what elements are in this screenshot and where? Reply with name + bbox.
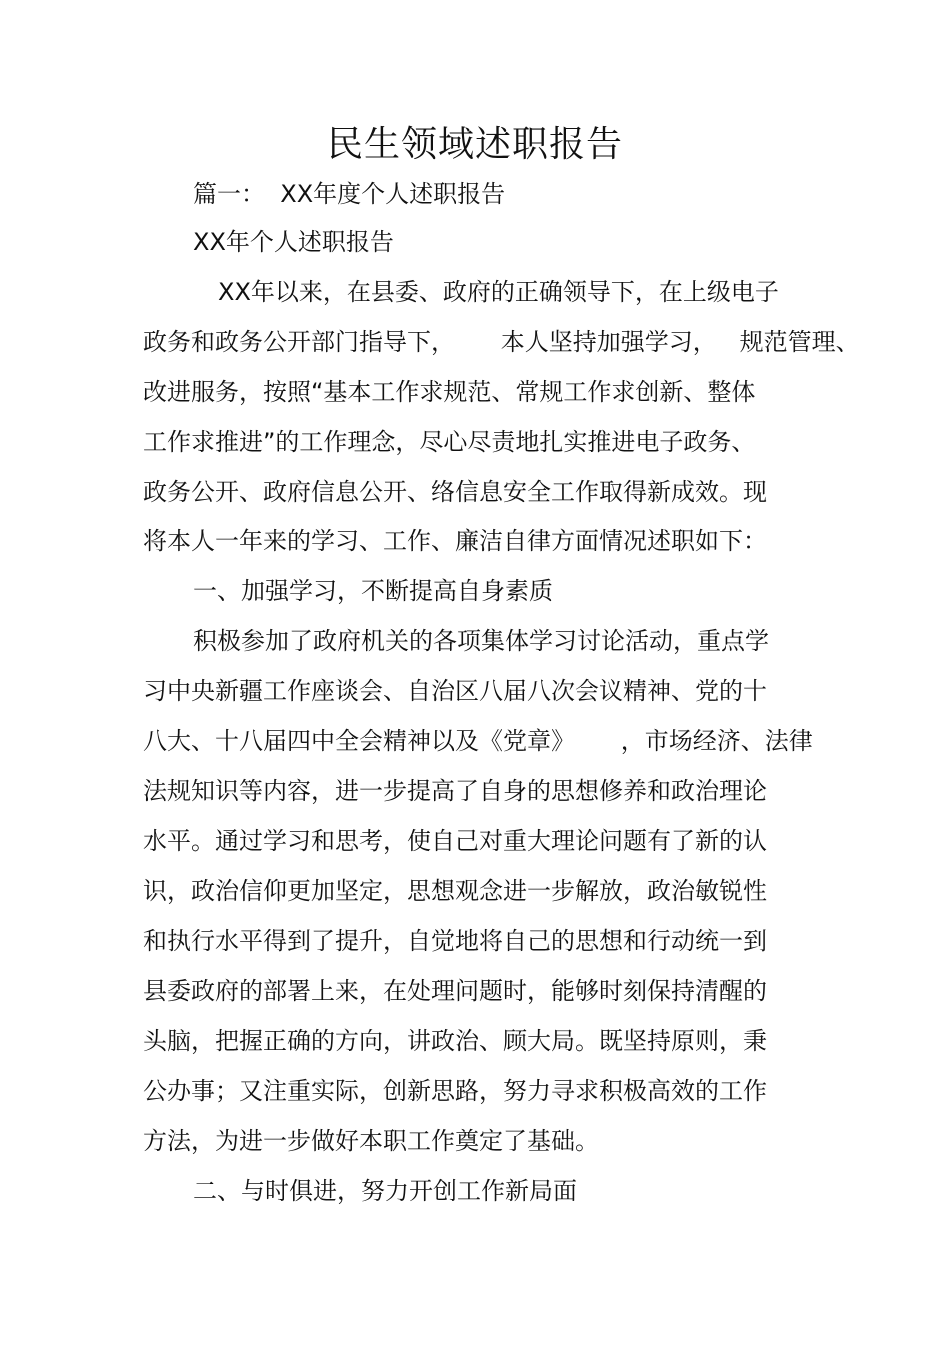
document-title: 民生领域述职报告 bbox=[326, 124, 623, 165]
section-heading-part-one: 篇一： XX年度个人述职报告 bbox=[193, 180, 506, 208]
paragraph-line: 政务公开、政府信息公开、络信息安全工作取得新成效。现 bbox=[143, 478, 767, 506]
paragraph-line: 识，政治信仰更加坚定，思想观念进一步解放，政治敏锐性 bbox=[143, 877, 767, 905]
paragraph-line: 工作求推进”的工作理念，尽心尽责地扎实推进电子政务、 bbox=[143, 428, 756, 456]
paragraph-line: 八大、十八届四中全会精神以及《党章》 ，市场经济、法律 bbox=[143, 727, 813, 755]
paragraph-line: 县委政府的部署上来，在处理问题时，能够时刻保持清醒的 bbox=[143, 977, 767, 1005]
paragraph-line: 公办事；又注重实际，创新思路，努力寻求积极高效的工作 bbox=[143, 1077, 767, 1105]
paragraph-line: 积极参加了政府机关的各项集体学习讨论活动，重点学 bbox=[193, 627, 769, 655]
paragraph-line: 将本人一年来的学习、工作、廉洁自律方面情况述职如下： bbox=[143, 527, 767, 555]
paragraph-line: 水平。通过学习和思考，使自己对重大理论问题有了新的认 bbox=[143, 827, 767, 855]
report-subtitle: XX年个人述职报告 bbox=[193, 228, 394, 256]
paragraph-line: 和执行水平得到了提升，自觉地将自己的思想和行动统一到 bbox=[143, 927, 767, 955]
paragraph-line: 方法，为进一步做好本职工作奠定了基础。 bbox=[143, 1127, 599, 1155]
paragraph-line: 习中央新疆工作座谈会、自治区八届八次会议精神、党的十 bbox=[143, 677, 767, 705]
paragraph-line: 头脑，把握正确的方向，讲政治、顾大局。既坚持原则，秉 bbox=[143, 1027, 767, 1055]
paragraph-line: 改进服务，按照“基本工作求规范、常规工作求创新、整体 bbox=[143, 378, 756, 406]
paragraph-line: XX年以来，在县委、政府的正确领导下，在上级电子 bbox=[218, 278, 779, 306]
paragraph-line: 政务和政务公开部门指导下， 本人坚持加强学习， 规范管理、 bbox=[143, 328, 860, 356]
paragraph-line: 法规知识等内容，进一步提高了自身的思想修养和政治理论 bbox=[143, 777, 767, 805]
section-heading-two: 二、与时俱进，努力开创工作新局面 bbox=[193, 1177, 577, 1205]
section-heading-one: 一、加强学习，不断提高自身素质 bbox=[193, 577, 553, 605]
